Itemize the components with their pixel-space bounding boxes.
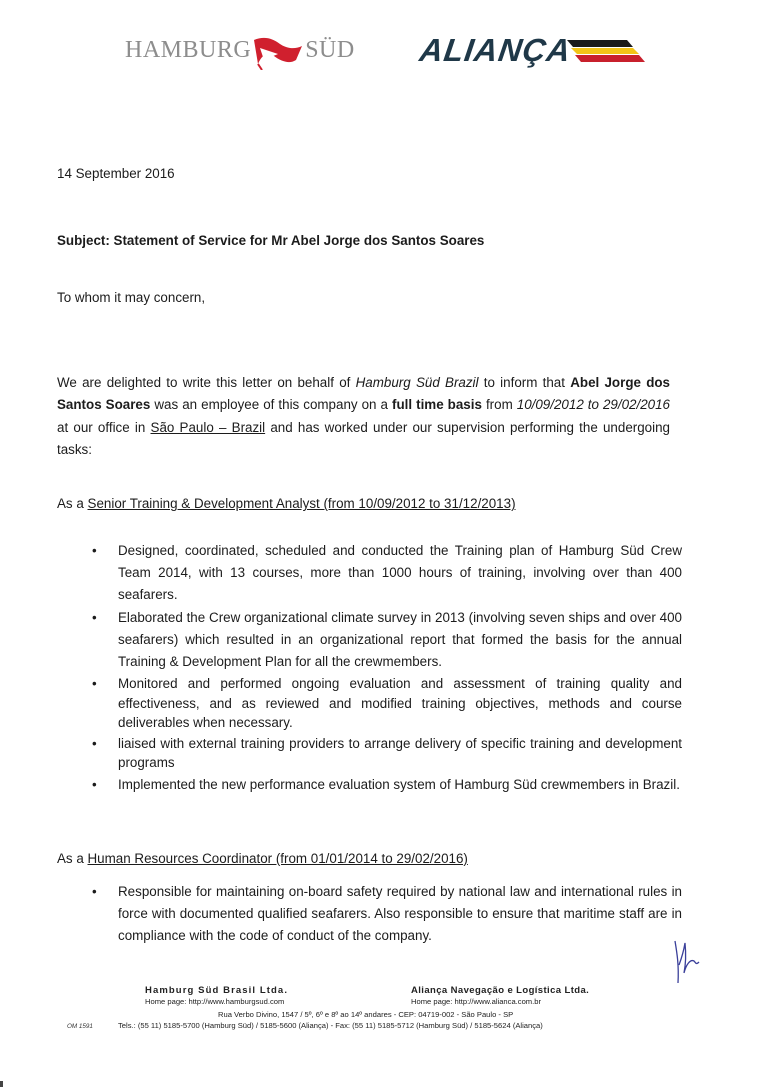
section-prefix: As a: [57, 496, 88, 511]
list-item: [90, 540, 682, 606]
task-text: liaised with external training providers to arrange delivery of specific training and development programs: [118, 735, 682, 770]
bullet-icon: •: [92, 884, 97, 899]
bullet-icon: •: [92, 543, 97, 558]
intro-text: and has worked under our supervision performing the undergoing tasks:: [57, 419, 670, 457]
employment-period: 10/09/2012 to 29/02/2016: [516, 397, 671, 413]
bullet-icon: •: [92, 735, 97, 751]
bullet-icon: •: [92, 610, 97, 625]
footer-homepage-hamburg-sud: Home page: http://www.hamburgsud.com: [145, 997, 285, 1006]
task-text: Implemented the new performance evaluation system of Hamburg Süd crewmembers in Brazil.: [118, 776, 680, 792]
footer-form-code: OM 1591: [67, 1023, 93, 1030]
task-text: Designed, coordinated, scheduled and conducted the Training plan of Hamburg Süd Crew Team 2014, with 13 courses, more than 1000 hours of training, involving over than 400 seafarers.: [118, 543, 682, 602]
employment-basis: full time basis: [392, 397, 482, 413]
task-text: Responsible for maintaining on-board safety required by national law and international rules in force with documented qualified seafarers. Also responsible to ensure that maritime staff are in compliance with the code of conduct of the company.: [118, 884, 682, 943]
intro-text: We are delighted to write this letter on behalf of: [57, 375, 356, 390]
section-heading-senior-analyst: [57, 493, 670, 514]
intro-text: at our office in: [57, 419, 151, 435]
list-item: [90, 774, 682, 796]
intro-text: was an employee of this company on a: [150, 397, 393, 413]
footer-phones: Tels.: (55 11) 5185-5700 (Hamburg Süd) / 5185-5600 (Aliança) - Fax: (55 11) 5185-5712 (Hamburg Süd) / 5185-5624 (Aliança): [118, 1021, 543, 1030]
list-item: [90, 607, 682, 673]
intro-text: from: [481, 397, 517, 413]
list-item: [90, 674, 682, 733]
hamburg-sud-logo: [125, 28, 355, 72]
footer-company-alianca: Aliança Navegação e Logística Ltda.: [411, 985, 590, 996]
letter-greeting: To whom it may concern,: [57, 290, 206, 305]
hr-coordinator-task-list: [90, 881, 682, 948]
letter-date: 14 September 2016: [57, 166, 175, 181]
hamburg-sud-flag-icon: [252, 34, 304, 70]
scan-edge-mark: [0, 1081, 3, 1087]
footer-company-hamburg-sud: Hamburg Süd Brasil Ltda.: [145, 985, 289, 996]
senior-analyst-task-list: [90, 540, 682, 797]
office-location: São Paulo – Brazil: [150, 419, 266, 435]
task-text: Elaborated the Crew organizational climate survey in 2013 (involving seven ships and over 400 seafarers) which resulted in an organizational report that formed the basis for the annual Training & Development Plan for all the crewmembers.: [118, 610, 682, 669]
role-title: Human Resources Coordinator (from 01/01/2014 to 29/02/2016): [87, 851, 468, 866]
role-title: Senior Training & Development Analyst (from 10/09/2012 to 31/12/2013): [87, 496, 516, 511]
section-prefix: As a: [57, 851, 88, 866]
logo-sud-text: SÜD: [305, 37, 355, 63]
intro-text: to inform that: [478, 375, 571, 390]
list-item: [90, 881, 682, 947]
footer-homepage-alianca: Home page: http://www.alianca.com.br: [411, 997, 541, 1006]
company-name: Hamburg Süd Brazil: [355, 375, 479, 390]
bullet-icon: •: [92, 676, 97, 691]
logo-hamburg-text: HAMBURG: [125, 37, 252, 63]
bullet-icon: •: [92, 776, 97, 792]
alianca-stripes-icon: [567, 36, 647, 64]
letter-subject: Subject: Statement of Service for Mr Abel Jorge dos Santos Soares: [57, 233, 485, 248]
section-heading-hr-coordinator: [57, 848, 670, 869]
footer-address: Rua Verbo Divino, 1547 / 5º, 6º e 8º ao 14º andares - CEP: 04719-002 - São Paulo - SP: [218, 1010, 514, 1019]
employee-name: Abel Jorge dos Santos Soares: [57, 375, 671, 413]
signature-icon: [672, 935, 722, 995]
list-item: [90, 734, 682, 773]
task-text: Monitored and performed ongoing evaluation and assessment of training quality and effectiveness, and as reviewed and modified training objectives, methods and course deliverables when necessary.: [118, 676, 682, 730]
alianca-logo: [417, 32, 647, 68]
intro-paragraph: [57, 372, 670, 461]
logo-alianca-text: ALIANÇA: [417, 32, 574, 68]
